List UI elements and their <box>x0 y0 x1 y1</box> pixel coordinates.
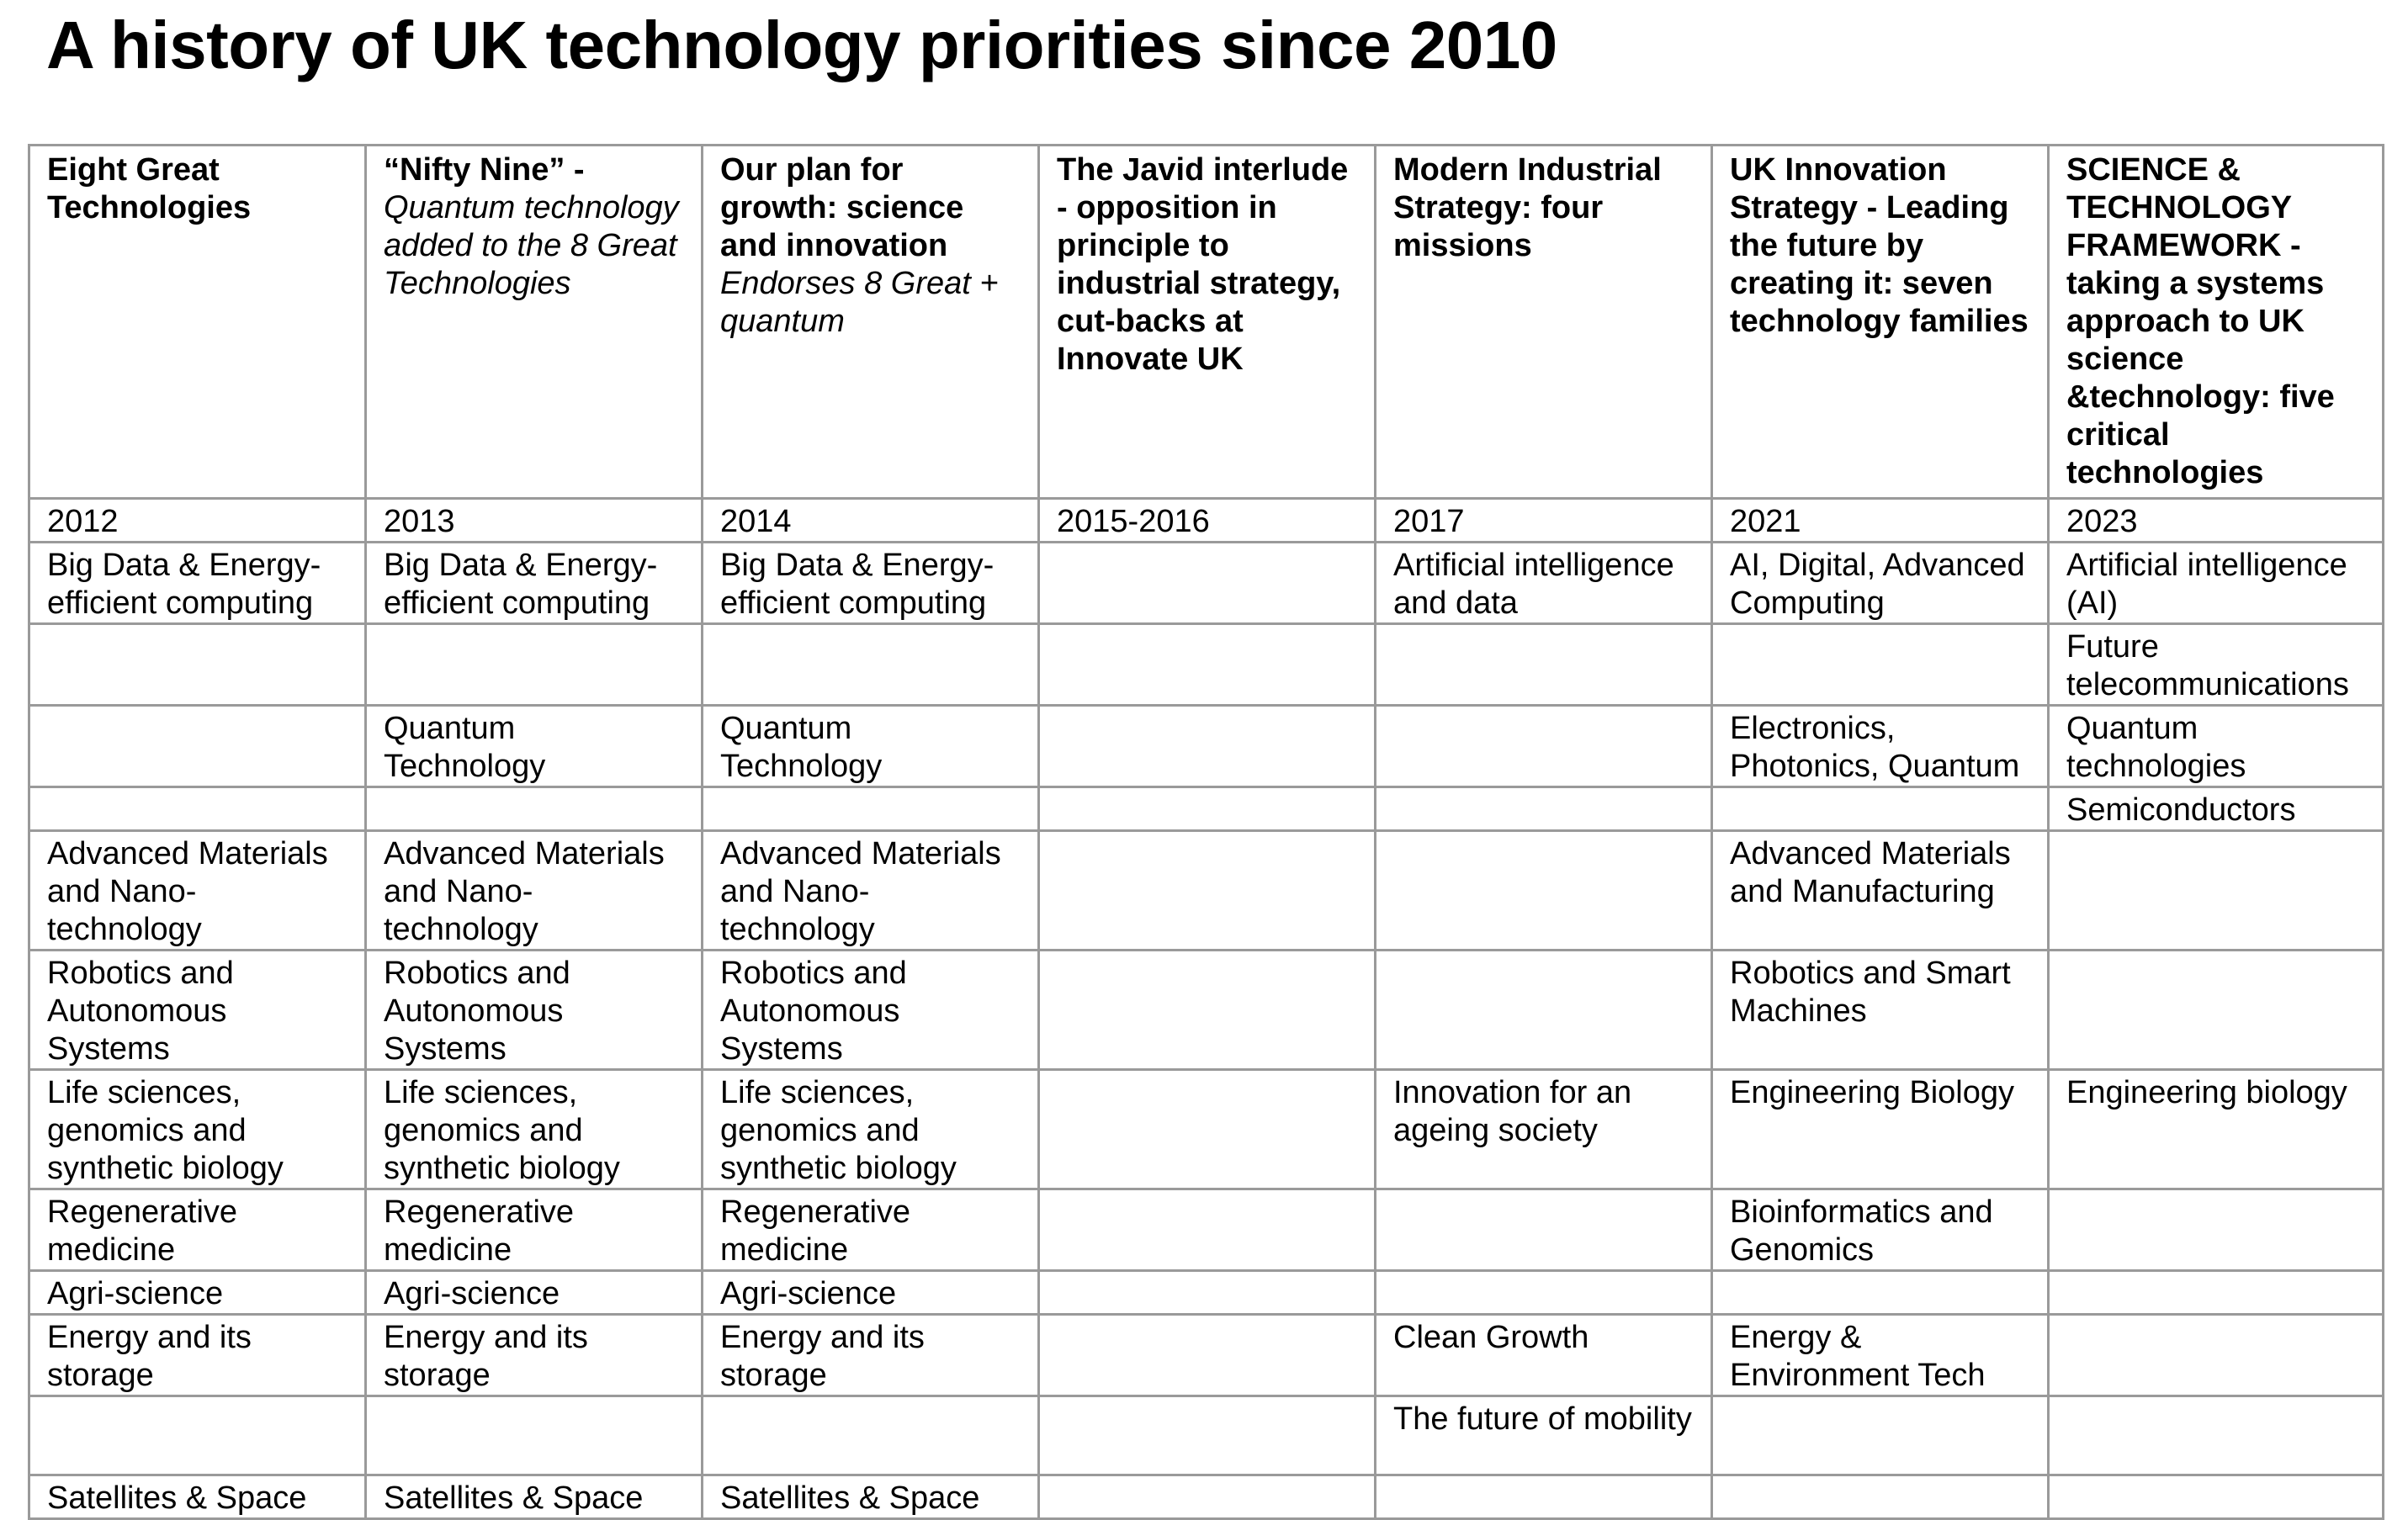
cell-text: Regenerative medicine <box>47 1194 238 1268</box>
cell-text: Life sciences, genomics and synthetic biology <box>47 1075 284 1186</box>
cell-text: Robotics and Autonomous Systems <box>384 956 570 1067</box>
cell-text: Energy and its storage <box>720 1320 925 1393</box>
table-cell <box>703 1189 1039 1271</box>
cell-text: Robotics and Smart Machines <box>1730 956 2011 1029</box>
column-heading: Eight Great Technologies <box>29 146 366 499</box>
table-cell <box>1039 706 1376 787</box>
year-cell: 2013 <box>366 499 703 543</box>
table-cell <box>1712 1070 2049 1189</box>
table-cell <box>366 543 703 624</box>
table-cell <box>2049 543 2384 624</box>
table-cell <box>2049 1189 2384 1271</box>
table-cell <box>2049 787 2384 831</box>
table-row <box>29 1271 2384 1315</box>
table-cell <box>703 831 1039 951</box>
cell-text: Big Data & Energy-efficient computing <box>47 548 321 621</box>
table-cell <box>2049 831 2384 951</box>
table-row <box>29 624 2384 706</box>
year-cell: 2023 <box>2049 499 2384 543</box>
table-row <box>29 831 2384 951</box>
table-cell <box>703 543 1039 624</box>
table-cell <box>29 1475 366 1519</box>
table-cell <box>1376 1189 1712 1271</box>
cell-text: Advanced Materials and Manufacturing <box>1730 836 2011 909</box>
table-cell <box>1712 831 2049 951</box>
table-cell <box>1376 831 1712 951</box>
column-heading: “Nifty Nine” - Quantum technology added to the 8 Great Technologies <box>366 146 703 499</box>
year-row <box>29 499 2384 543</box>
table-cell <box>1039 1475 1376 1519</box>
table-cell <box>1376 1315 1712 1396</box>
table-cell <box>366 1396 703 1475</box>
table-cell <box>2049 1271 2384 1315</box>
table-cell <box>29 1396 366 1475</box>
table-cell <box>366 831 703 951</box>
table-cell <box>1039 787 1376 831</box>
cell-text: Bioinformatics and Genomics <box>1730 1194 1993 1268</box>
table-cell <box>29 787 366 831</box>
table-cell <box>29 624 366 706</box>
table-cell <box>29 1189 366 1271</box>
cell-text: Life sciences, genomics and synthetic biology <box>720 1075 957 1186</box>
cell-text: Agri-science <box>47 1276 224 1311</box>
cell-text: Semiconductors <box>2066 792 2296 828</box>
table-cell <box>703 1315 1039 1396</box>
column-heading: Our plan for growth: science and innovation Endorses 8 Great + quantum <box>703 146 1039 499</box>
cell-text: Advanced Materials and Nano-technology <box>384 836 665 947</box>
cell-text: Regenerative medicine <box>384 1194 575 1268</box>
table-cell <box>1712 706 2049 787</box>
cell-text: Innovation for an ageing society <box>1393 1075 1632 1148</box>
cell-text: Big Data & Energy-efficient computing <box>384 548 658 621</box>
table-cell <box>2049 1070 2384 1189</box>
table-row <box>29 1070 2384 1189</box>
table-cell <box>2049 1315 2384 1396</box>
cell-text: Regenerative medicine <box>720 1194 911 1268</box>
table-cell <box>29 831 366 951</box>
cell-text: Advanced Materials and Nano-technology <box>47 836 328 947</box>
table-cell <box>1376 1271 1712 1315</box>
table-cell <box>1712 1396 2049 1475</box>
table-cell <box>1376 951 1712 1070</box>
table-cell <box>29 951 366 1070</box>
table-row <box>29 1475 2384 1519</box>
cell-text: Quantum technologies <box>2066 711 2246 784</box>
cell-text: Engineering Biology <box>1730 1075 2015 1110</box>
technology-priorities-table <box>28 144 2384 1520</box>
table-cell <box>703 787 1039 831</box>
table-row <box>29 951 2384 1070</box>
table-row <box>29 543 2384 624</box>
table-cell <box>1376 1396 1712 1475</box>
table-cell <box>1039 1315 1376 1396</box>
table-cell <box>366 951 703 1070</box>
table-cell <box>2049 951 2384 1070</box>
table-cell <box>29 1315 366 1396</box>
table-cell <box>366 1189 703 1271</box>
cell-text: Robotics and Autonomous Systems <box>720 956 907 1067</box>
cell-text: Future telecommunications <box>2066 629 2349 702</box>
table-cell <box>1039 543 1376 624</box>
cell-text: Engineering biology <box>2066 1075 2347 1110</box>
cell-text: Advanced Materials and Nano-technology <box>720 836 1001 947</box>
table-cell <box>1712 951 2049 1070</box>
column-heading: The Javid interlude - opposition in principle to industrial strategy, cut-backs at Innovate UK <box>1039 146 1376 499</box>
table-cell <box>1376 1070 1712 1189</box>
table-cell <box>1712 1315 2049 1396</box>
table-cell <box>1712 1189 2049 1271</box>
cell-text: Electronics, Photonics, Quantum <box>1730 711 2020 784</box>
table-cell <box>1039 1271 1376 1315</box>
cell-text: Life sciences, genomics and synthetic biology <box>384 1075 620 1186</box>
table-cell <box>29 1070 366 1189</box>
page-title: A history of UK technology priorities since 2010 <box>46 8 1557 82</box>
table-cell <box>1376 1475 1712 1519</box>
cell-text: Robotics and Autonomous Systems <box>47 956 234 1067</box>
table-cell <box>1712 1271 2049 1315</box>
table-cell <box>1039 951 1376 1070</box>
table-cell <box>366 706 703 787</box>
cell-text: Satellites & Space <box>384 1480 644 1516</box>
table-cell <box>1712 624 2049 706</box>
table-cell <box>1039 1189 1376 1271</box>
cell-text: Big Data & Energy-efficient computing <box>720 548 994 621</box>
cell-text: Energy and its storage <box>47 1320 252 1393</box>
table-row <box>29 787 2384 831</box>
table-cell <box>703 1475 1039 1519</box>
table-cell <box>366 1315 703 1396</box>
table-cell <box>703 1271 1039 1315</box>
cell-text: Agri-science <box>720 1276 897 1311</box>
cell-text: Clean Growth <box>1393 1320 1589 1355</box>
table-cell <box>366 1271 703 1315</box>
table-cell <box>1376 543 1712 624</box>
table-header-row <box>29 146 2384 499</box>
table-row <box>29 1315 2384 1396</box>
table-cell <box>1712 787 2049 831</box>
table-cell <box>366 787 703 831</box>
column-heading: UK Innovation Strategy - Leading the future by creating it: seven technology families <box>1712 146 2049 499</box>
table-cell <box>2049 1396 2384 1475</box>
cell-text: Quantum Technology <box>384 711 546 784</box>
table-cell <box>1039 1070 1376 1189</box>
table-cell <box>2049 706 2384 787</box>
table-cell <box>366 1070 703 1189</box>
cell-text: Artificial intelligence (AI) <box>2066 548 2347 621</box>
table-cell <box>29 543 366 624</box>
table-cell <box>1039 831 1376 951</box>
table-cell <box>1376 624 1712 706</box>
table-cell <box>29 706 366 787</box>
cell-text: Energy and its storage <box>384 1320 588 1393</box>
table-cell <box>703 1396 1039 1475</box>
table-cell <box>2049 624 2384 706</box>
cell-text: Energy & Environment Tech <box>1730 1320 1986 1393</box>
table-cell <box>1039 1396 1376 1475</box>
table-cell <box>1376 787 1712 831</box>
table-cell <box>703 624 1039 706</box>
year-cell: 2017 <box>1376 499 1712 543</box>
table-cell <box>1376 706 1712 787</box>
table-cell <box>703 1070 1039 1189</box>
year-cell: 2015-2016 <box>1039 499 1376 543</box>
cell-text: Agri-science <box>384 1276 560 1311</box>
year-cell: 2012 <box>29 499 366 543</box>
table-cell <box>366 624 703 706</box>
table-cell <box>703 706 1039 787</box>
cell-text: Satellites & Space <box>720 1480 980 1516</box>
table-cell <box>366 1475 703 1519</box>
table-cell <box>29 1271 366 1315</box>
year-cell: 2021 <box>1712 499 2049 543</box>
cell-text: Satellites & Space <box>47 1480 307 1516</box>
year-cell: 2014 <box>703 499 1039 543</box>
column-heading: SCIENCE & TECHNOLOGY FRAMEWORK - taking a systems approach to UK science &technology: five critical technologies <box>2049 146 2384 499</box>
cell-text: AI, Digital, Advanced Computing <box>1730 548 2025 621</box>
cell-text: Artificial intelligence and data <box>1393 548 1674 621</box>
table-row <box>29 1396 2384 1475</box>
column-heading: Modern Industrial Strategy: four missions <box>1376 146 1712 499</box>
cell-text: Quantum Technology <box>720 711 883 784</box>
table-cell <box>2049 1475 2384 1519</box>
table-cell <box>1039 624 1376 706</box>
table-cell <box>1712 1475 2049 1519</box>
table-cell <box>1712 543 2049 624</box>
table-row <box>29 706 2384 787</box>
table-cell <box>703 951 1039 1070</box>
cell-text: The future of mobility <box>1393 1401 1692 1437</box>
table-row <box>29 1189 2384 1271</box>
